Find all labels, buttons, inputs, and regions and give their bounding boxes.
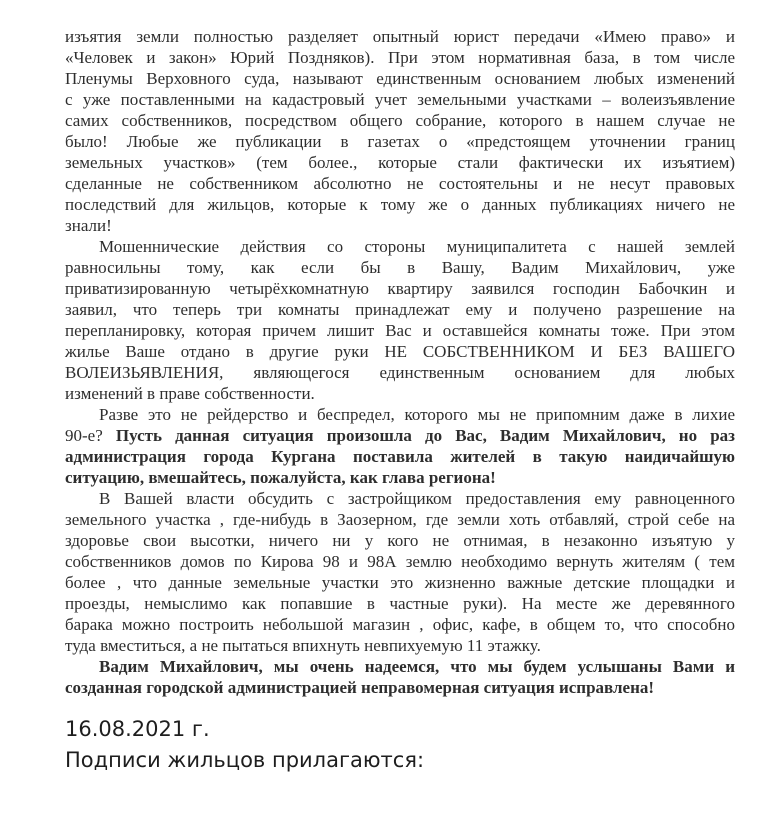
text-line: сделанные не собственником абсолютно не состоятельны и не несут правовых — [65, 174, 735, 193]
text-line: земельного участка , где-нибудь в Заозерном, где земли хоть отбавляй, строй себе на — [65, 510, 735, 529]
letter-footer — [65, 714, 735, 776]
text-line: ВОЛЕИЗЬЯВЛЕНИЯ, являющегося единственным основанием для любых — [65, 363, 735, 382]
signatures-note: Подписи жильцов прилагаются: — [65, 748, 425, 772]
text-line: «Человек и закон» Юрий Поздняков). При этом нормативная база, в том числе — [65, 48, 735, 67]
text-line: земельных участков» (тем более., которые стали фактически их изъятием) — [65, 153, 735, 172]
text-line: Пленумы Верховного суда, называют единственным основанием любых изменений — [65, 69, 735, 88]
text-line: последствий для жильцов, которые к тому же о данных публикациях ничего не — [65, 195, 735, 214]
text-line: самих собственников, посредством общего собрание, которого в нашем случае не — [65, 111, 735, 130]
text-line: туда вместиться, а не пытаться впихнуть невпихуемую 11 этажку. — [65, 636, 541, 655]
text-line: Вадим Михайлович, мы очень надеемся, что мы будем услышаны Вами и — [99, 657, 735, 676]
text-line: Мошеннические действия со стороны муниципалитета с нашей землей — [99, 237, 735, 256]
text-line: здоровье свои высотки, ничего ни у кого не отнимая, в незаконно изъятую у — [65, 531, 735, 550]
text-line: созданная городской администрацией неправомерная ситуация исправлена! — [65, 678, 655, 697]
text-line: Разве это не рейдерство и беспредел, которого мы не припомним даже в лихие — [99, 405, 735, 424]
text-line: перепланировку, которая причем лишит Вас и оставшейся комнаты тоже. При этом — [65, 321, 735, 340]
text-line: ситуацию, вмешайтесь, пожалуйста, как глава региона! — [65, 468, 496, 487]
text-line: с уже поставленными на кадастровый учет земельными участками – волеизъявление — [65, 90, 735, 109]
text-line: знали! — [65, 216, 112, 235]
text-line: барака можно построить небольшой магазин , офис, кафе, в общем то, что способно — [65, 615, 735, 634]
text-line: заявил, что теперь три комнаты принадлежат ему и получено разрешение на — [65, 300, 735, 319]
text-line: 90-е? Пусть данная ситуация произошла до Вас, Вадим Михайлович, но раз — [65, 426, 735, 445]
date-text: 16.08.2021 г. — [65, 717, 210, 741]
text-line: было! Любые же публикации в газетах о «предстоящем уточнении границ — [65, 132, 735, 151]
text-line: собственников домов по Кирова 98 и 98А землю необходимо вернуть жителям ( тем — [65, 552, 735, 571]
text-line: равносильны тому, как если бы в Вашу, Вадим Михайлович, уже — [65, 258, 735, 277]
text-line: изъятия земли полностью разделяет опытный юрист передачи «Имею право» и — [65, 27, 735, 46]
text-line: жилье Ваше отдано в другие руки НЕ СОБСТВЕННИКОМ И БЕЗ ВАШЕГО — [65, 342, 735, 361]
text-line: приватизированную четырёхкомнатную квартиру заявился господин Бабочкин и — [65, 279, 735, 298]
letter-body — [65, 26, 735, 698]
text-line: администрация города Кургана поставила жителей в такую наидичайшую — [65, 447, 735, 466]
text-line: более , что данные земельные участки это жизненно важные детские площадки и — [65, 573, 735, 592]
text-line: проезды, немыслимо как попавшие в частные руки). На месте же деревянного — [65, 594, 735, 613]
text-line: В Вашей власти обсудить с застройщиком предоставления ему равноценного — [99, 489, 735, 508]
text-line: изменений в праве собственности. — [65, 384, 315, 403]
